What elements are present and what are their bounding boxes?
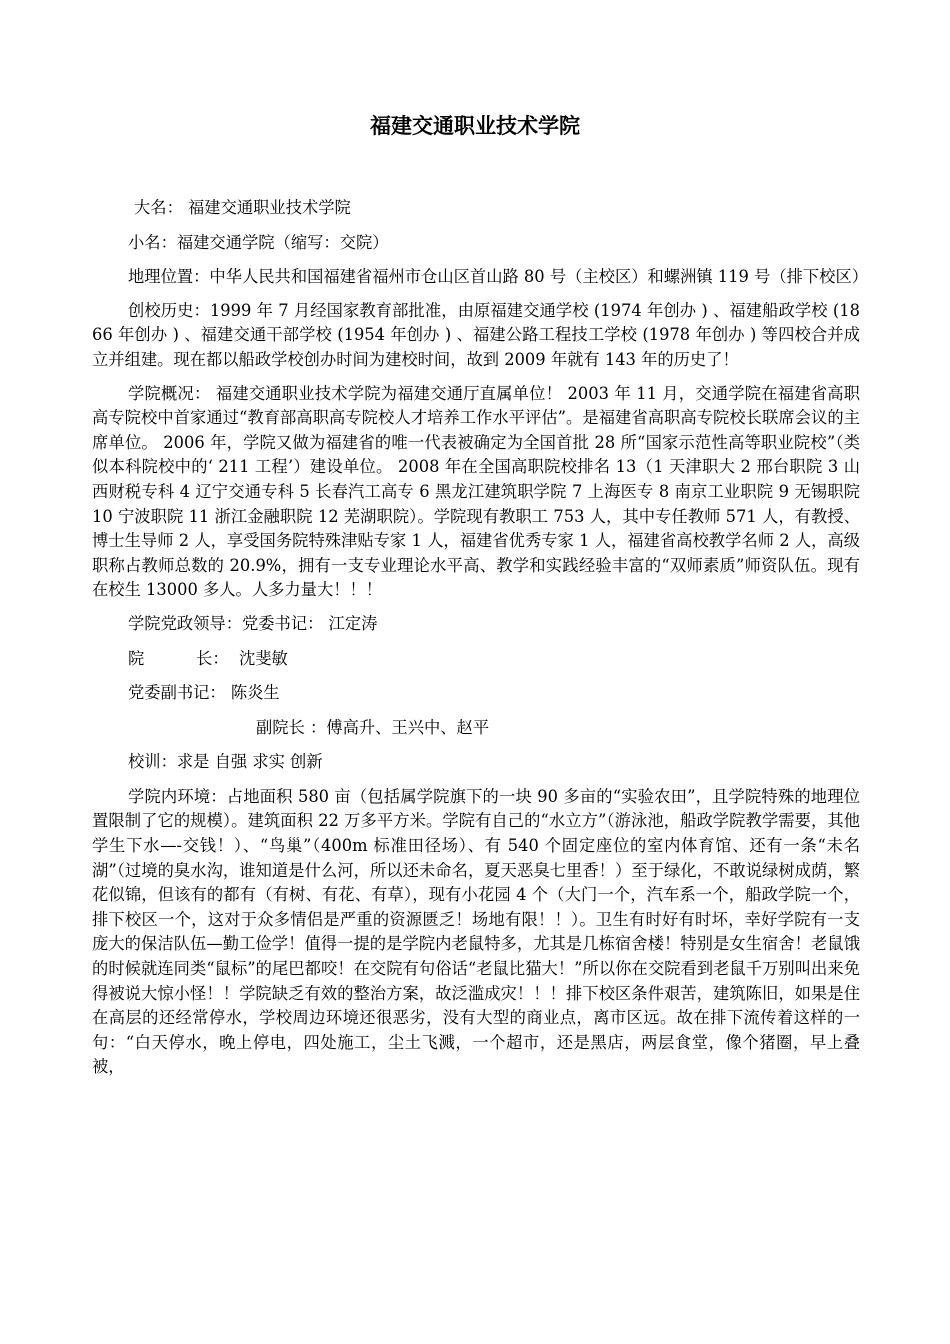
paragraph-small-name: 小名：福建交通学院（缩写：交院） bbox=[128, 232, 389, 252]
document-title: 福建交通职业技术学院 bbox=[370, 114, 580, 138]
paragraph-environment: 学院内环境：占地面积 580 亩（包括属学院旗下的一块 90 多亩的“实验农田”，且学院特殊的地理位置限制了它的规模）。建筑面积 22 万多平方米。学院有自己的“水立方”（游泳池，船政学院教学需要，其他学生下水—-交钱！）、“鸟巢”（400m 标准田径场）、有 540 个固定座位的室内体育馆、还有一条“未名湖”（过境的臭水沟，谁知道是什么河，所以还未命名，夏天恶臭七里香！）至于绿化，不敢说绿树成荫，繁花似锦，但该有的都有（有树、有花、有草），现有小花园 4 个（大门一个，汽车系一个，船政学院一个，排下校区一个，这对于众多情侣是严重的资源匮乏！场地有限！！）。卫生有时好有时坏，幸好学院有一支庞大的保洁队伍—勤工俭学！值得一提的是学院内老鼠特多，尤其是几栋宿舍楼！特别是女生宿舍！老鼠饿的时候就连同类“鼠标”的尾巴都咬！在交院有句俗话“老鼠比猫大！”所以你在交院看到老鼠千万别叫出来免得被说大惊小怪！！学院缺乏有效的整治方案，故泛滥成灾！！！排下校区条件艰苦，建筑陈旧，如果是住在高层的还经常停水，学校周边环境还很恶劣，没有大型的商业点，离市区远。故在排下流传着这样的一句：“白天停水，晚上停电，四处施工，尘土飞溅，一个超市，还是黑店，两层食堂，像个猪圈，早上叠被， bbox=[92, 786, 860, 1077]
paragraph-history: 创校历史：1999 年 7 月经国家教育部批准，由原福建交通学校 (1974 年创办 ) 、福建船政学校 (1866 年创办 ) 、福建交通干部学校 (1954 年创办 ) 、福建公路工程技工学校 (1978 年创办 ) 等四校合并成立并组建。现在都以船政学校创办时间为建校时间，故到 2009 年就有 143 年的历史了！ bbox=[92, 300, 860, 369]
paragraph-motto: 校训：求是 自强 求实 创新 bbox=[128, 752, 323, 772]
paragraph-overview: 学院概况： 福建交通职业技术学院为福建交通厅直属单位！ 2003 年 11 月，交通学院在福建省高职高专院校中首家通过“教育部高职高专院校人才培养工作水平评估”。是福建省高职高专院校长联席会议的主席单位。 2006 年，学院又做为福建省的唯一代表被确定为全国首批 28 所“国家示范性高等职业院校”（类似本科院校中的‘ 211 工程’）建设单位。 2008 年在全国高职院校排名 13（1 天津职大 2 邢台职院 3 山西财税专科 4 辽宁交通专科 5 长春汽工高专 6 黑龙江建筑职学院 7 上海医专 8 南京工业职院 9 无锡职院 10 宁波职院 11 浙江金融职院 12 芜湖职院）。学院现有教职工 753 人，其中专任教师 571 人，有教授、博士生导师 2 人，享受国务院特殊津贴专家 1 人，福建省优秀专家 1 人，福建省高校教学名师 2 人，高级职称占教师总数的 20.9%，拥有一支专业理论水平高、教学和实践经验丰富的“双师素质”师资队伍。现有在校生 13000 多人。人多力量大！！！ bbox=[92, 383, 860, 600]
paragraph-party-leadership: 学院党政领导：党委书记： 江定涛 bbox=[128, 613, 378, 633]
paragraph-president: 院 长： 沈斐敏 bbox=[128, 648, 288, 668]
paragraph-vice-presidents: 副院长 ：傅高升、王兴中、赵平 bbox=[256, 717, 490, 737]
paragraph-deputy-secretary: 党委副书记： 陈炎生 bbox=[128, 683, 280, 703]
paragraph-big-name: 大名： 福建交通职业技术学院 bbox=[134, 198, 351, 217]
document-body bbox=[92, 196, 869, 1080]
paragraph-location: 地理位置：中华人民共和国福建省福州市仓山区首山路 80 号（主校区）和螺洲镇 119 号（排下校区） bbox=[128, 267, 869, 287]
